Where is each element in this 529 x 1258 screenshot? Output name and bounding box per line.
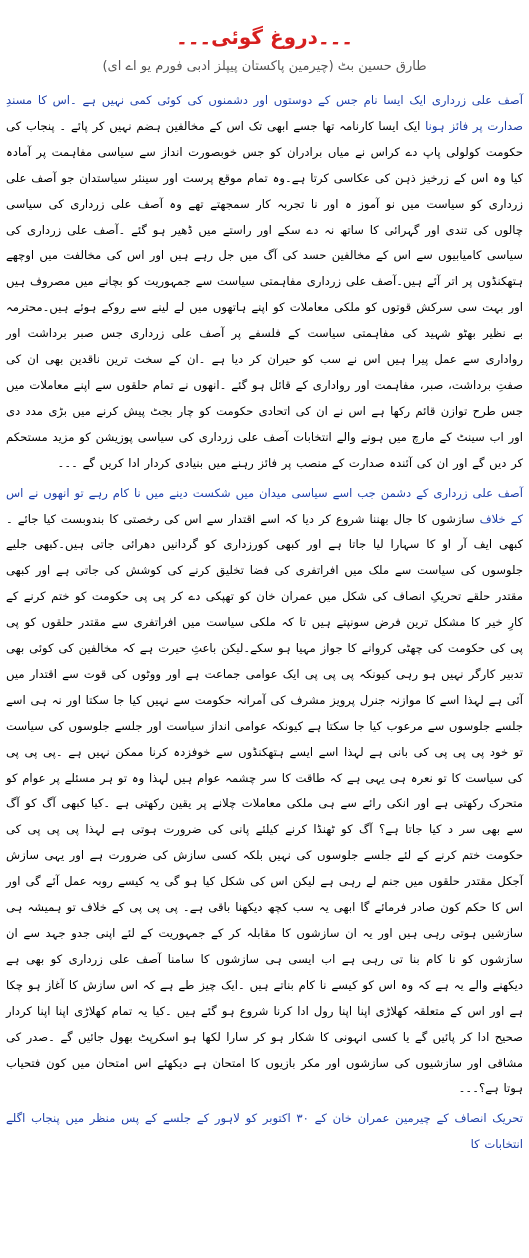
paragraph-1 xyxy=(6,88,523,477)
article-byline: طارق حسین بٹ (چیرمین پاکستان پیپلز ادبی فورم یو اے ای) xyxy=(102,59,427,74)
paragraph-1-lead: آصف علی زرداری ایک ایسا نام جس کے دوستوں اور دشمنوں کی کوئی کمی نہیں ہے ۔اس کا مسندِ صدارت پر فائز ہونا xyxy=(6,93,523,133)
paragraph-2-lead: آصف علی زرداری کے دشمن جب اسے سیاسی میدان میں شکست دینے میں نا کام رہے تو انھوں نے اس کے خلاف xyxy=(6,485,523,526)
paragraph-2 xyxy=(6,481,523,1103)
paragraph-1-body: ایک ایسا کارنامہ تھا جسے ابھی تک اس کے مخالفین ہضم نہیں کر پائے ۔ پنجاب کی حکومت کولولی پاپ دے کراس نے میاں برادران کو جس خوبصورت انداز سے سیاسی مفاہمت پر آمادہ کیا وہ اس کے زرخیز ذہن کی عکاسی کرتا ہے۔وہ تمام موقع پرست اور سینئر سیاستدان جو آصف علی زرداری کو سیاست میں نو آموز ہ اور نا تجربہ کار سمجھتے تھے وہ آصف علی زرداری کی سیاسی چالوں کی تندی اور گہرائی کا ساتھ نہ دے سکے اور راستے میں ڈھیر ہو گئے ۔آصف علی زرداری کی سیاسی کامیابیوں سے اس کے مخالفین حسد کی آگ میں جل رہے ہیں اور اس کی مخالفت میں اوچھے ہتھکنڈوں پر اتر آئے ہیں۔آصف علی زرداری مفاہمتی سیاست سے جمہوریت کو بچانے میں مصروف ہیں اور بہت سی سرکش قوتوں کو ملکی معاملات کو اپنے ہاتھوں میں لے لینے سے روکے ہوئے ہیں۔محترمہ بے نظیر بھٹو شہید کی مفاہمتی سیاست کے فلسفے پر آصف علی زرداری جس صبر برداشت اور رواداری سے عمل پیرا ہیں اس نے سب کو حیران کر دیا ہے ۔ان کے سخت ترین ناقدین بھی ان کی صفتِ برداشت، صبر، مفاہمت اور رواداری کے قائل ہو گئے ۔انھوں نے تمام حلقوں سے اپنے معاملات میں جس طرح توازن قائم رکھا ہے اس نے ان کی اتحادی حکومت کو چار بجٹ پیش کرنے میں بڑی مدد دی اور اب سینٹ کے مارچ میں ہونے والے انتخابات آصف علی زرداری کی سیاسی پوزیشن کو مزید مستحکم کر دیں گے اور ان کی آئندہ صدارت کے منصب پر فائز رہنے میں بنیادی کردار ادا کریں گے ۔۔۔ xyxy=(6,118,523,470)
paragraph-3-lead: تحریک انصاف کے چیرمین عمران خان کے ۳۰ اکتوبر کو لاہور کے جلسے کے پس منظر میں پنجاب اگلے انتخابات کا xyxy=(6,1111,523,1152)
paragraph-2-body: سازشوں کا جال بھننا شروع کر دیا کہ اسے اقتدار سے اس کی رخصتی کا بندوبست کیا جائے ۔کبھی ایف آر او کا سہارا لیا جاتا ہے اور کبھی کورزداری کو گردانیں دھرائی جاتی ہیں۔کبھی جلیے جلوسوں کی سیاست سے ملک میں افراتفری کی فضا تخلیق کرنے کی کوشش کی جاتی ہے اور کبھی مقتدر حلقے تحریکِ انصاف کی شکل میں عمران خان کو تھپکی دے کر پی پی حکومت کو ختم کرنے کے کارِ خیر کا مشکل ترین فرض سونپتے ہیں تا کہ ملکی سیاست میں افراتفری سے مقتدر حلقوں کو پی پی کی حکومت کی چھٹی کروانے کا جواز مہیا ہو سکے۔لیکن باعثِ حیرت ہے کہ مخالفین کی کوئی بھی تدبیر کارگر نہیں ہو رہی کیونکہ پی پی پی ایک عوامی جماعت ہے اور ووٹوں کی قوت سے اقتدار میں آئی ہے لہذا اسے کا موازنہ جنرل پرویز مشرف کی آمرانہ حکومت سے نہیں کیا جا سکتا اور نہ ہی اسے جلسے جلوسوں سے مرعوب کیا جا سکتا ہے کیونکہ عوامی انداز سیاست اور جلسے جلوسوں کی سیاست تو خود پی پی پی کی بانی ہے لہذا اسے ایسے ہتھکنڈوں سے خوفزدہ کرنا ممکن نہیں ہے ۔پی پی پی کی سیاست کا تو نعرہ ہی یہی ہے کہ طاقت کا سر چشمہ عوام ہیں لہذا وہ تو ہر مسئلے پر عوام کو متحرک رکھتی ہے اور انکی رائے سے ہی ملکی معاملات چلانے پر یقین رکھتی ہے ۔کیا کبھی آگ کو آگ سے بھی سر د کیا جاتا ہے؟ آگ کو ٹھنڈا کرنے کیلئے پانی کی ضرورت ہوتی ہے لہذا پی پی پی کی حکومت ختم کرنے کے لئے جلسے جلوسوں کی نہیں بلکہ کسی سازش کی ضرورت ہے اور یہی سازش آجکل مقتدر حلقوں میں جنم لے رہی ہے لیکن اس کی شکل کیا ہو گی یہ کیسے روبہ عمل آئے گی اور اس کا حکم کون صادر فرمائے گا ابھی یہ سب کچھ دیکھنا باقی ہے۔ پی پی پی کے خلاف تو ہمیشہ ہی سازشیں ہوتی رہی ہیں اور یہ ان سازشوں کا مقابلہ کر کے جمہوریت کے لئے اپنی جدو جہد سے ان سازشوں کو نا کام بنا تی رہی ہے اب ایسی ہی سازشوں کا سامنا آصف علی زرداری کو بھی ہے دیکھنے والے یہ ہے کہ وہ اس کو کیسے نا کام بناتے ہیں ۔ایک چیز طے ہے کہ اس سازش کا آغاز ہو چکا ہے اور اس کے متعلقہ کھلاڑی اپنا اپنا رول ادا کرنا شروع ہو گئے ہیں ۔کیا یہ تمام کھلاڑی اپنا اپنا کردار صحیح ادا کر پائیں گے یا کسی انہونی کا شکار ہو کر سارا لکھا ہو اسکرپٹ بھول جائیں گے ۔صدر کی مشاقی اور سازشیوں کی سازشوں اور مکر بازیوں کا امتحان ہے دیکھئے اس امتحان میں کون فتحیاب ہوتا ہے؟۔۔۔ xyxy=(6,511,523,1096)
paragraph-3 xyxy=(6,1106,523,1158)
article-title: ۔۔۔دروغ گوئی۔۔۔ xyxy=(175,25,354,49)
